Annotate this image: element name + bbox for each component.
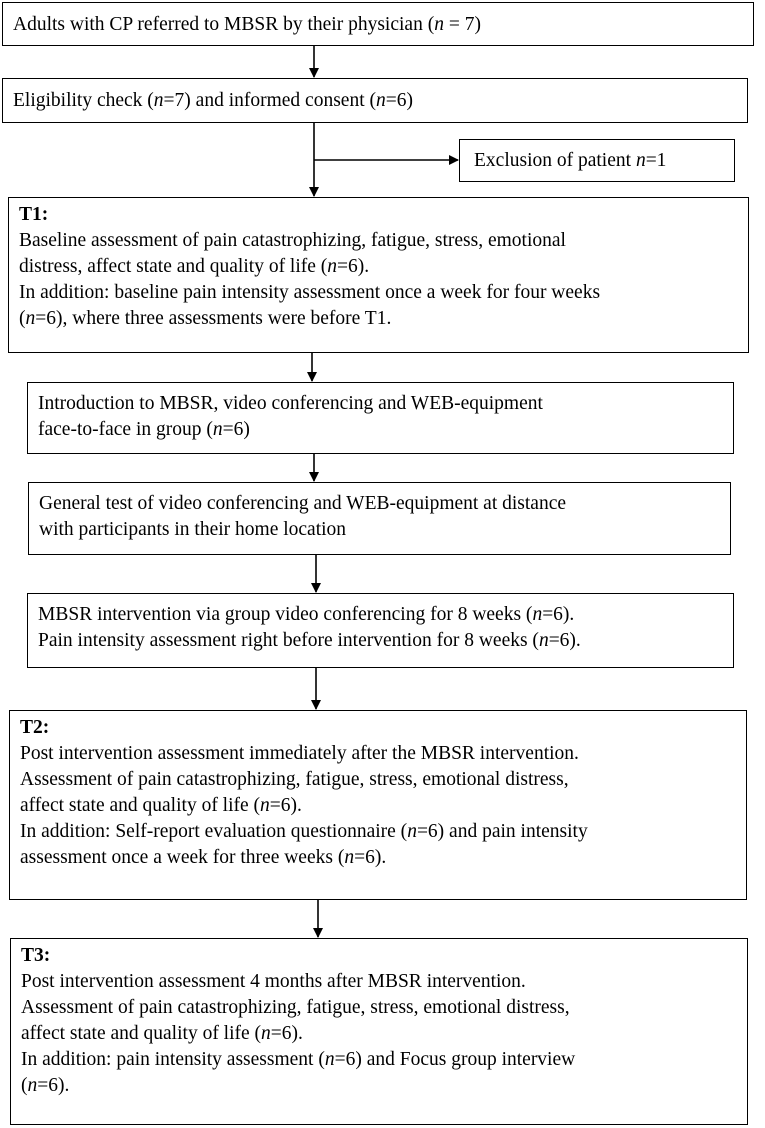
eligibility-box <box>2 78 748 123</box>
intro-line: face-to-face in group (n=6) <box>38 419 250 440</box>
t3-line: affect state and quality of life (n=6). <box>21 1023 303 1044</box>
referral-box <box>2 2 754 46</box>
t2-line: Post intervention assessment immediately after the MBSR intervention. <box>20 743 579 764</box>
t3-line: Assessment of pain catastrophizing, fatigue, stress, emotional distress, <box>21 997 570 1018</box>
t3-title: T3: <box>21 945 51 966</box>
t1-line: (n=6), where three assessments were before T1. <box>19 308 392 329</box>
t3-line: Post intervention assessment 4 months after MBSR intervention. <box>21 971 526 992</box>
general-test-line: General test of video conferencing and WEB-equipment at distance <box>39 493 567 514</box>
general-test-box <box>28 482 731 555</box>
t1-title: T1: <box>19 204 49 225</box>
intro-line: Introduction to MBSR, video conferencing and WEB-equipment <box>38 393 543 414</box>
t2-title: T2: <box>20 717 50 738</box>
intervention-line: Pain intensity assessment right before intervention for 8 weeks (n=6). <box>38 630 581 651</box>
t3-line: In addition: pain intensity assessment (n=6) and Focus group interview <box>21 1049 576 1070</box>
t2-line: Assessment of pain catastrophizing, fatigue, stress, emotional distress, <box>20 769 569 790</box>
t1-box <box>8 197 749 353</box>
t2-box <box>9 710 747 900</box>
t1-line: In addition: baseline pain intensity assessment once a week for four weeks <box>19 282 601 303</box>
intervention-line: MBSR intervention via group video conferencing for 8 weeks (n=6). <box>38 604 575 625</box>
intervention-box <box>27 593 734 668</box>
t1-line: distress, affect state and quality of life (n=6). <box>19 256 370 277</box>
t1-line: Baseline assessment of pain catastrophizing, fatigue, stress, emotional <box>19 230 566 251</box>
exclusion-box <box>459 139 735 182</box>
referral-text: Adults with CP referred to MBSR by their physician (n = 7) <box>13 14 481 35</box>
eligibility-text: Eligibility check (n=7) and informed consent (n=6) <box>13 90 413 111</box>
intro-box <box>27 382 734 454</box>
t3-box <box>10 938 748 1125</box>
general-test-line: with participants in their home location <box>39 519 347 540</box>
exclusion-text: Exclusion of patient n=1 <box>474 150 667 171</box>
t3-line: (n=6). <box>21 1075 70 1096</box>
t2-line: In addition: Self-report evaluation questionnaire (n=6) and pain intensity <box>20 821 588 842</box>
t2-line: affect state and quality of life (n=6). <box>20 795 302 816</box>
t2-line: assessment once a week for three weeks (n=6). <box>20 847 387 868</box>
